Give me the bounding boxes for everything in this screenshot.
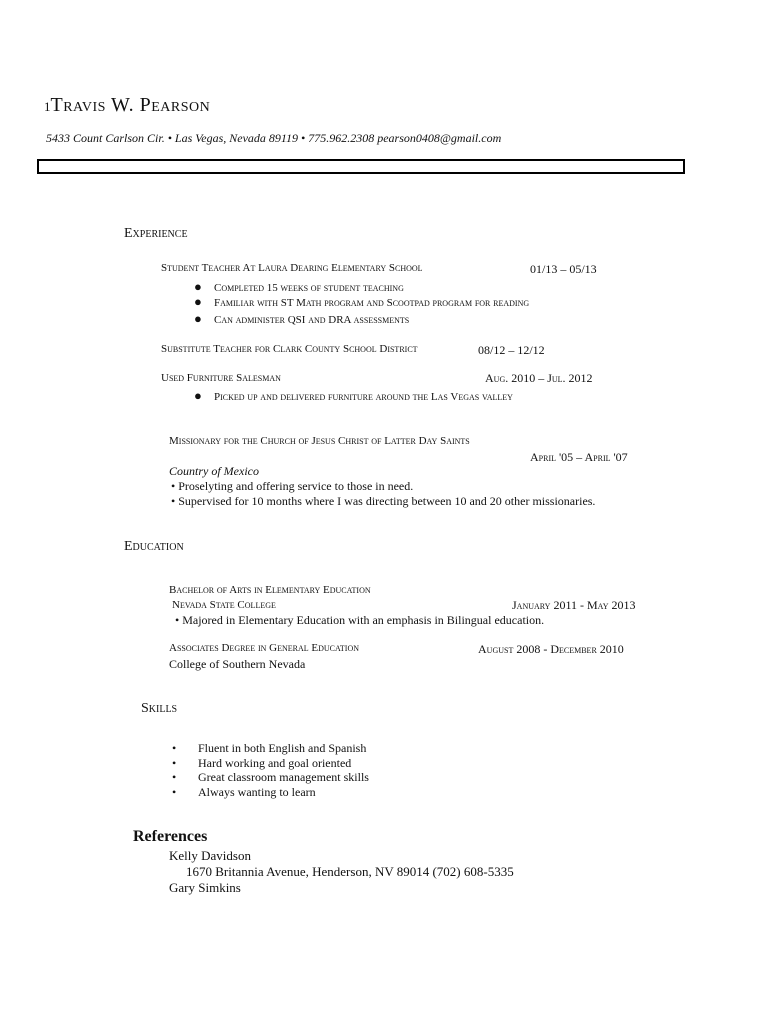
job-title: Substitute Teacher for Clark County School District (161, 343, 418, 355)
section-title-experience: Experience (124, 226, 188, 241)
mission-bullet: • Proselyting and offering service to those in need. (171, 479, 414, 493)
name-superscript: 1 (44, 99, 51, 114)
bullet-dot-icon: • (172, 756, 177, 770)
degree-note: • Majored in Elementary Education with an emphasis in Bilingual education. (175, 613, 545, 627)
job-bullet (194, 311, 410, 326)
job-title: Used Furniture Salesman (161, 372, 281, 384)
bullet-dot-icon: ● (194, 279, 202, 294)
mission-bullet: • Supervised for 10 months where I was directing between 10 and 20 other missionaries. (171, 494, 596, 508)
degree-dates: August 2008 - December 2010 (478, 642, 624, 656)
job-bullet (194, 388, 513, 403)
candidate-name: Travis W. Pearson (50, 94, 211, 116)
mission-location: Country of Mexico (169, 464, 259, 478)
school-name: Nevada State College (172, 599, 276, 611)
resume-header (44, 94, 210, 117)
job-bullet (194, 279, 404, 294)
job-bullet-text: Picked up and delivered furniture around the Las Vegas valley (214, 391, 513, 403)
degree-title: Associates Degree in General Education (169, 642, 359, 654)
reference-name: Kelly Davidson (169, 848, 251, 863)
job-title: Student Teacher At Laura Dearing Elementary School (161, 262, 423, 274)
bullet-dot-icon: ● (194, 311, 202, 326)
job-dates: Aug. 2010 – Jul. 2012 (485, 371, 593, 385)
bullet-dot-icon: ● (194, 294, 202, 309)
contact-line: 5433 Count Carlson Cir. • Las Vegas, Nevada 89119 • 775.962.2308 pearson0408@gmail.com (46, 131, 502, 145)
job-dates: 01/13 – 05/13 (530, 262, 597, 276)
skill-text: Hard working and goal oriented (198, 756, 352, 770)
reference-address: 1670 Britannia Avenue, Henderson, NV 89014 (702) 608-5335 (186, 864, 514, 879)
reference-name: Gary Simkins (169, 880, 241, 895)
mission-title: Missionary for the Church of Jesus Christ of Latter Day Saints (169, 435, 470, 447)
bullet-dot-icon: • (172, 770, 177, 784)
skill-text: Always wanting to learn (198, 785, 316, 799)
skill-item (172, 741, 367, 756)
skill-item (172, 785, 316, 800)
skill-item (172, 770, 369, 785)
job-dates: 08/12 – 12/12 (478, 343, 545, 357)
mission-dates: April '05 – April '07 (530, 450, 628, 464)
section-title-skills: Skills (141, 701, 178, 716)
job-bullet (194, 294, 530, 309)
degree-title: Bachelor of Arts in Elementary Education (169, 584, 371, 596)
bullet-dot-icon: ● (194, 388, 202, 403)
header-divider-box (37, 159, 685, 174)
bullet-dot-icon: • (172, 741, 177, 755)
job-bullet-text: Completed 15 weeks of student teaching (214, 282, 404, 294)
section-title-education: Education (124, 539, 184, 554)
job-bullet-text: Familiar with ST Math program and Scootpad program for reading (214, 297, 530, 309)
school-name: College of Southern Nevada (169, 657, 306, 671)
skill-text: Great classroom management skills (198, 770, 369, 784)
skill-item (172, 756, 352, 771)
degree-dates: January 2011 - May 2013 (512, 598, 636, 612)
job-bullet-text: Can administer QSI and DRA assessments (214, 314, 410, 326)
section-title-references: References (133, 828, 208, 845)
bullet-dot-icon: • (172, 785, 177, 799)
skill-text: Fluent in both English and Spanish (198, 741, 367, 755)
